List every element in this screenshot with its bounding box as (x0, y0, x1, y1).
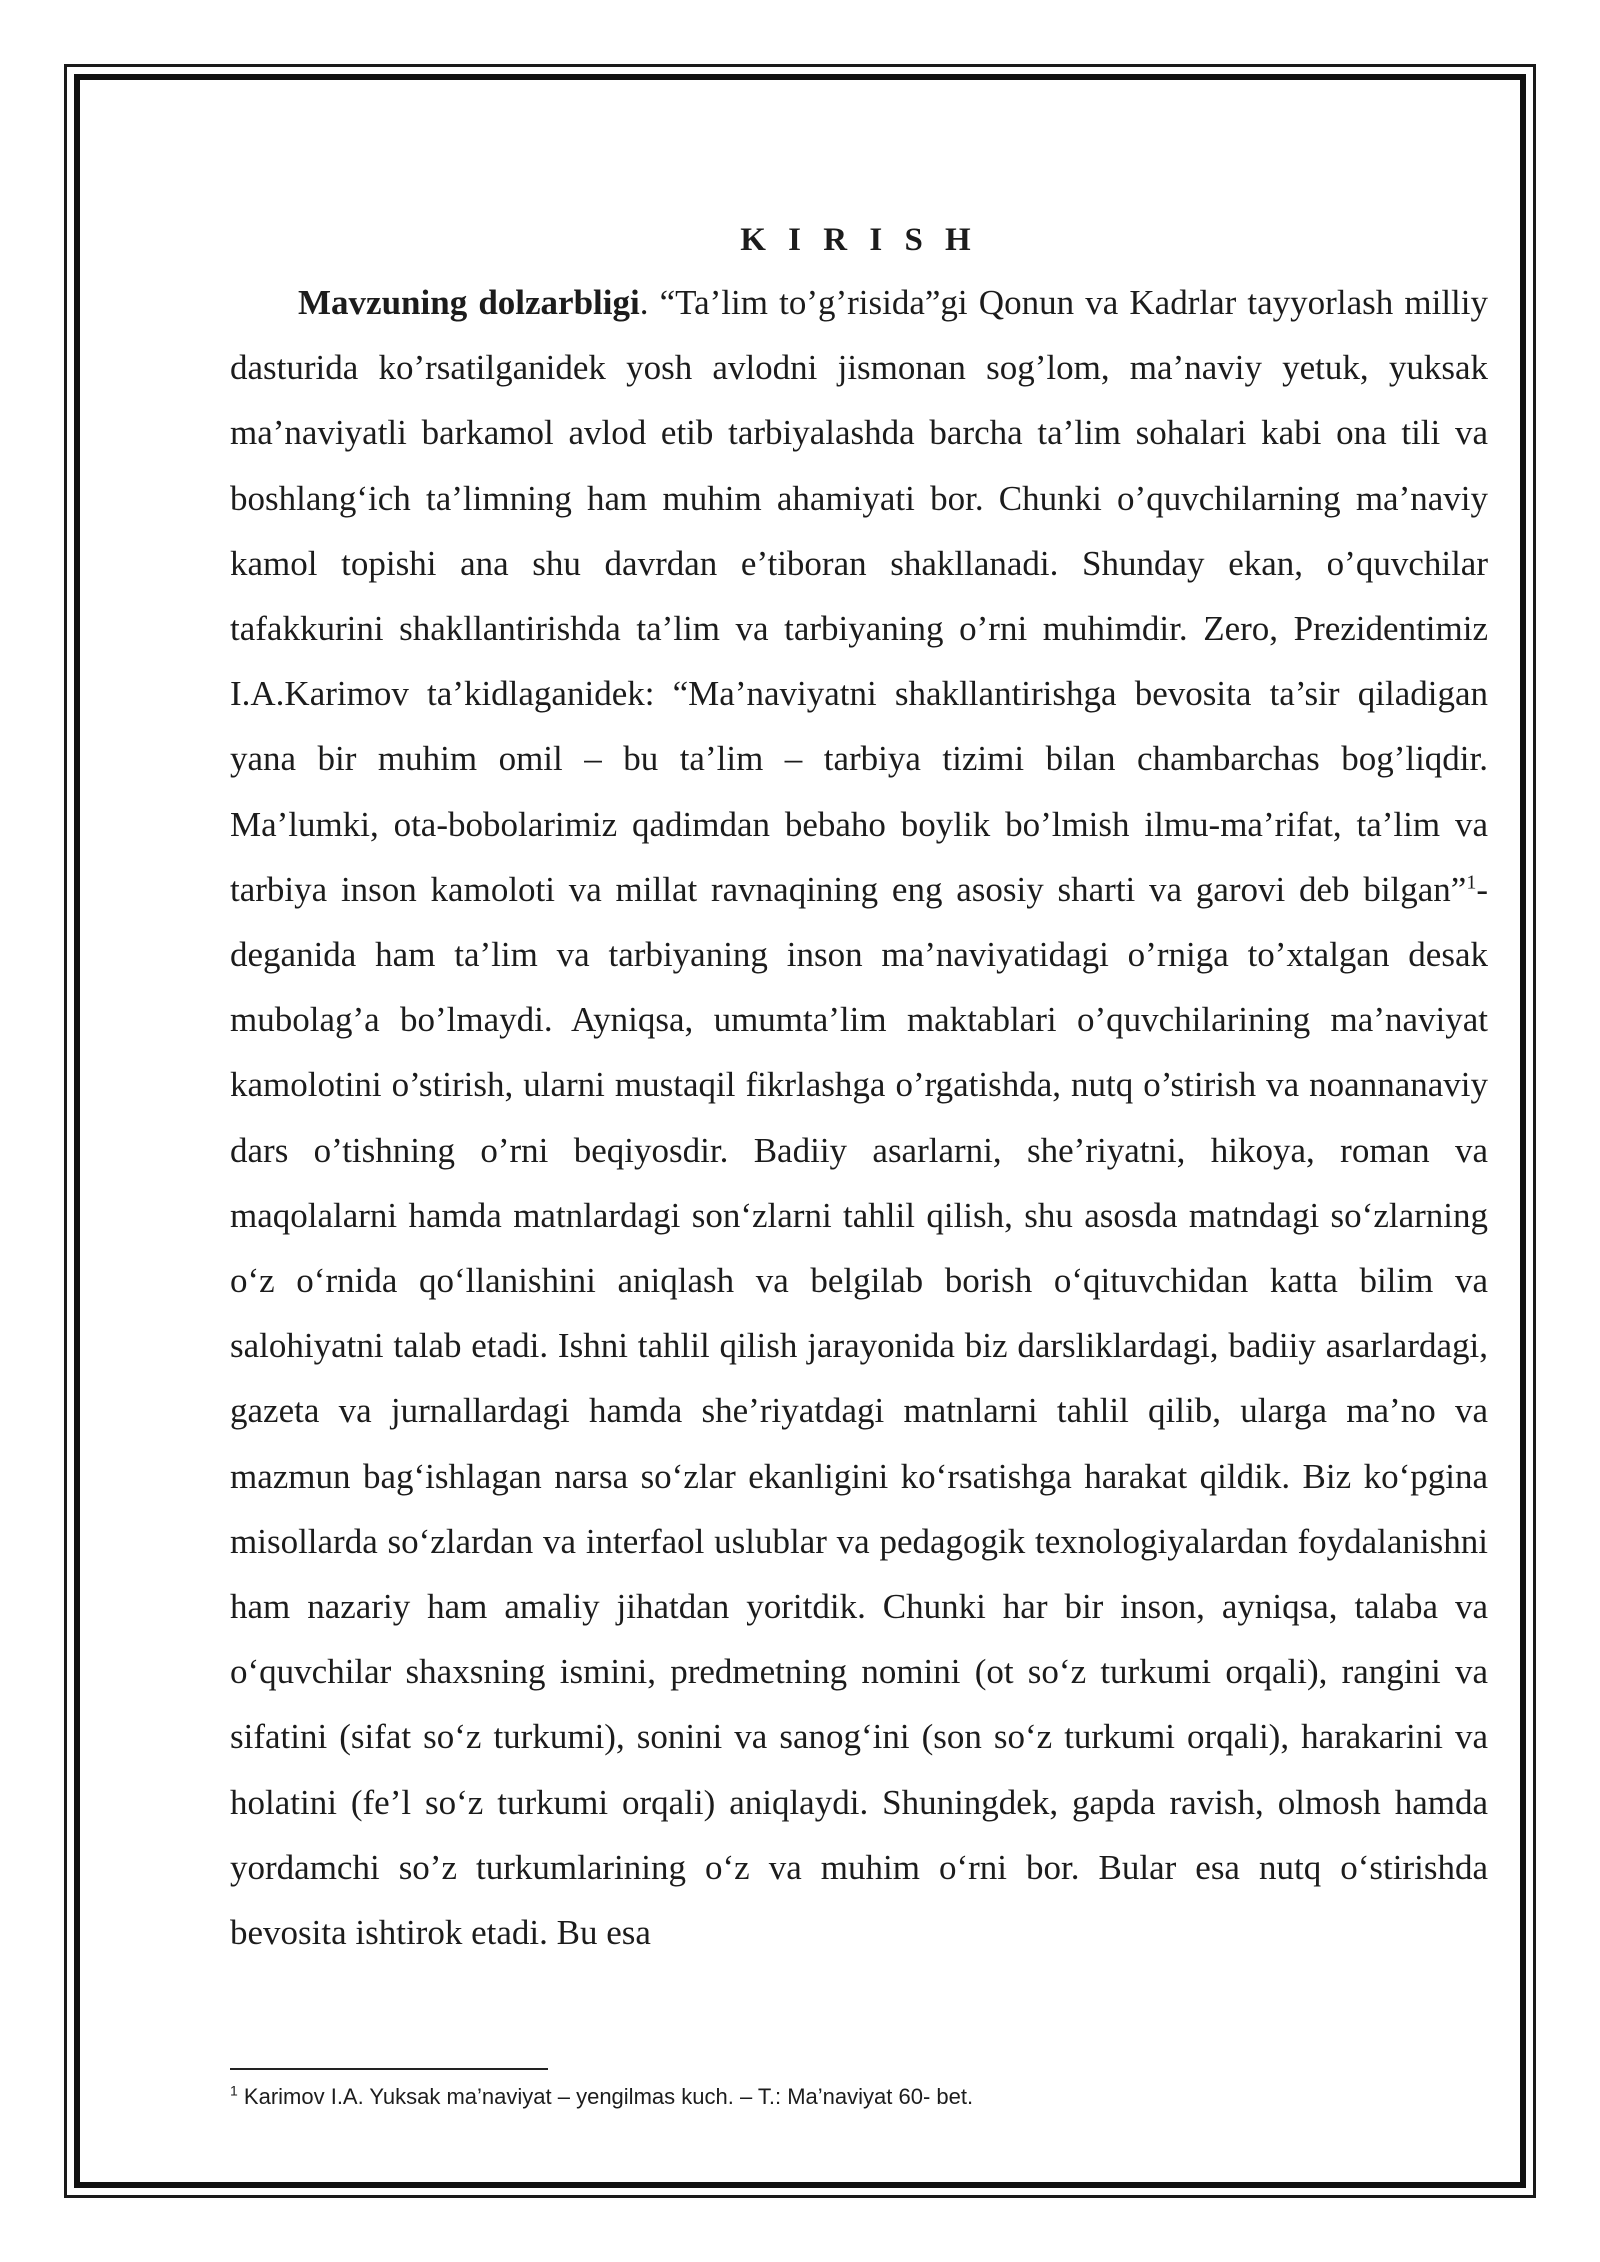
footnote-reference[interactable]: 1 (1466, 871, 1477, 894)
footnote (230, 2080, 1488, 2114)
footnote-text: Karimov I.A. Yuksak ma’naviyat – yengilmas kuch. – T.: Ma’naviyat 60- bet. (237, 2084, 974, 2109)
page-heading: K I R I S H (740, 222, 978, 258)
footnote-number: 1 (230, 2082, 238, 2099)
paragraph-text-part-2: - deganida ham ta’lim va tarbiyaning inson ma’naviyatidagi o’rniga to’xtalgan desak mubolag’a bo’lmaydi. Ayniqsa, umumta’lim maktablari o’quvchilarining ma’naviyat kamolotini o’stirish, ularni mustaqil fikrlashga o’rgatishda, nutq o’stirish va noannanaviy dars o’tishning o’rni beqiyosdir. Badiiy asarlarni, she’riyatni, hikoya, roman va maqolalarni hamda matnlardagi son‘zlarni tahlil qilish, shu asosda matndagi so‘zlarning o‘z o‘rnida qo‘llanishini aniqlash va belgilab borish o‘qituvchidan katta bilim va salohiyatni talab etadi. Ishni tahlil qilish jarayonida biz darsliklardagi, badiiy asarlardagi, gazeta va jurnallardagi hamda she’riyatdagi matnlarni tahlil qilib, ularga ma’no va mazmun bag‘ishlagan narsa so‘zlar ekanligini ko‘rsatishga harakat qildik. Biz ko‘pgina misollarda so‘zlardan va interfaol uslublar va pedagogik texnologiyalardan foydalanishni ham nazariy ham amaliy jihatdan yoritdik. Chunki har bir inson, ayniqsa, talaba va o‘quvchilar shaxsning ismini, predmetning nomini (ot so‘z turkumi orqali), rangini va sifatini (sifat so‘z turkumi), sonini va sanog‘ini (son so‘z turkumi orqali), harakarini va holatini (fe’l so‘z turkumi orqali) aniqlaydi. Shuningdek, gapda ravish, olmosh hamda yordamchi so’z turkumlarining o‘z va muhim o‘rni bor. Bular esa nutq o‘stirishda bevosita ishtirok etadi. Bu esa (230, 869, 1488, 1953)
paragraph-lead: Mavzuning dolzarbligi (298, 283, 640, 322)
footnote-separator (230, 2068, 548, 2070)
paragraph-text-part-1: . “Ta’lim to’g’risida”gi Qonun va Kadrlar tayyorlash milliy dasturida ko’rsatilganidek yosh avlodni jismonan sog’lom, ma’naviy yetuk, yuksak ma’naviyatli barkamol avlod etib tarbiyalashda barcha ta’lim sohalari kabi ona tili va boshlang‘ich ta’limning ham muhim ahamiyati bor. Chunki o’quvchilarning ma’naviy kamol topishi ana shu davrdan e’tiboran shakllanadi. Shunday ekan, o’quvchilar tafakkurini shakllantirishda ta’lim va tarbiyaning o’rni muhimdir. Zero, Prezidentimiz I.A.Karimov ta’kidlaganidek: “Ma’naviyatni shakllantirishga bevosita ta’sir qiladigan yana bir muhim omil – bu ta’lim – tarbiya tizimi bilan chambarchas bog’liqdir. Ma’lumki, ota-bobolarimiz qadimdan bebaho boylik bo’lmish ilmu-ma’rifat, ta’lim va tarbiya inson kamoloti va millat ravnaqining eng asosiy sharti va garovi deb bilgan” (230, 283, 1488, 909)
document-body (230, 210, 1488, 1965)
body-paragraph (230, 270, 1488, 1965)
